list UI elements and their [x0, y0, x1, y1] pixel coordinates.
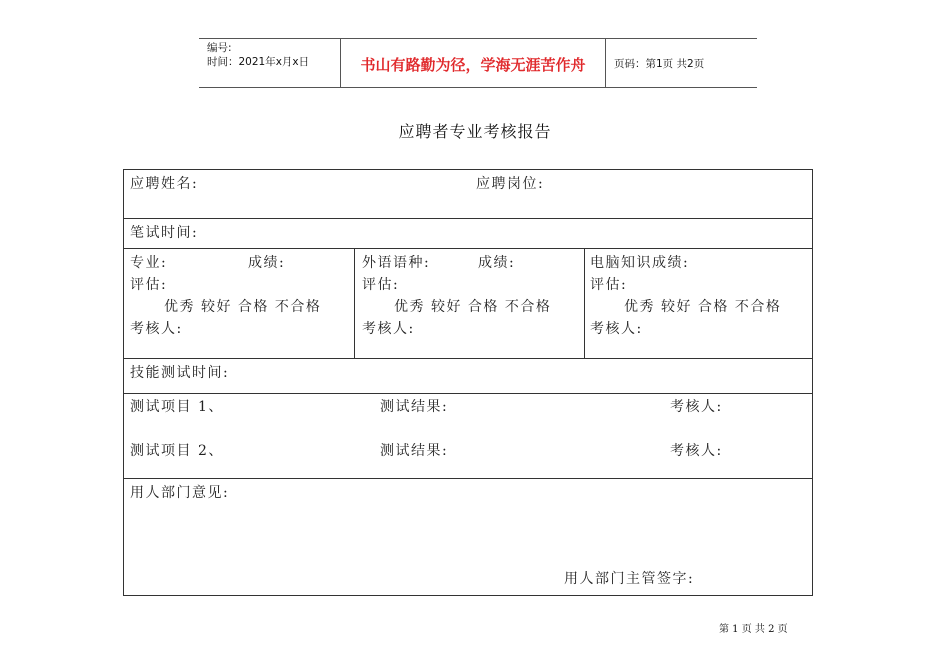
row-divider [124, 393, 812, 394]
test-item-2-label: 测试项目 2、 [130, 443, 224, 459]
computer-examiner-label: 考核人: [590, 321, 643, 337]
date-label: 时间：2021年x月x日 [207, 56, 310, 68]
language-rating-options: 优秀 较好 合格 不合格 [394, 299, 552, 315]
column-divider [354, 248, 355, 358]
row-divider [124, 478, 812, 479]
page-footer: 第 1 页 共 2 页 [719, 624, 788, 635]
skill-test-time-label: 技能测试时间: [130, 365, 230, 381]
row-divider [124, 358, 812, 359]
page-title: 应聘者专业考核报告 [398, 122, 552, 141]
language-label: 外语语种: [362, 255, 431, 271]
language-evaluation-label: 评估: [362, 277, 400, 293]
applied-position-label: 应聘岗位: [476, 176, 545, 192]
test-examiner-1-label: 考核人: [670, 399, 723, 415]
test-result-1-label: 测试结果: [380, 399, 449, 415]
row-divider [124, 248, 812, 249]
row-divider [124, 218, 812, 219]
header-motto: 书山有路勤为径，学海无涯苦作舟 [341, 39, 606, 87]
test-result-2-label: 测试结果: [380, 443, 449, 459]
column-divider [584, 248, 585, 358]
department-opinion-label: 用人部门意见: [130, 485, 230, 501]
language-score-label: 成绩: [478, 255, 516, 271]
major-rating-options: 优秀 较好 合格 不合格 [164, 299, 322, 315]
department-signature-label: 用人部门主管签字: [564, 571, 695, 587]
computer-score-label: 电脑知识成绩: [590, 255, 690, 271]
written-test-time-label: 笔试时间: [130, 225, 199, 241]
assessment-form [123, 169, 813, 596]
computer-rating-options: 优秀 较好 合格 不合格 [624, 299, 782, 315]
major-label: 专业: [130, 255, 168, 271]
applicant-name-label: 应聘姓名: [130, 176, 199, 192]
major-score-label: 成绩: [248, 255, 286, 271]
header-meta [199, 39, 341, 87]
major-evaluation-label: 评估: [130, 277, 168, 293]
header-page-info: 页码：第1页 共2页 [614, 57, 705, 70]
major-examiner-label: 考核人: [130, 321, 183, 337]
document-header [199, 38, 757, 88]
test-examiner-2-label: 考核人: [670, 443, 723, 459]
test-item-1-label: 测试项目 1、 [130, 399, 224, 415]
language-examiner-label: 考核人: [362, 321, 415, 337]
number-label: 编号: [207, 42, 232, 54]
computer-evaluation-label: 评估: [590, 277, 628, 293]
